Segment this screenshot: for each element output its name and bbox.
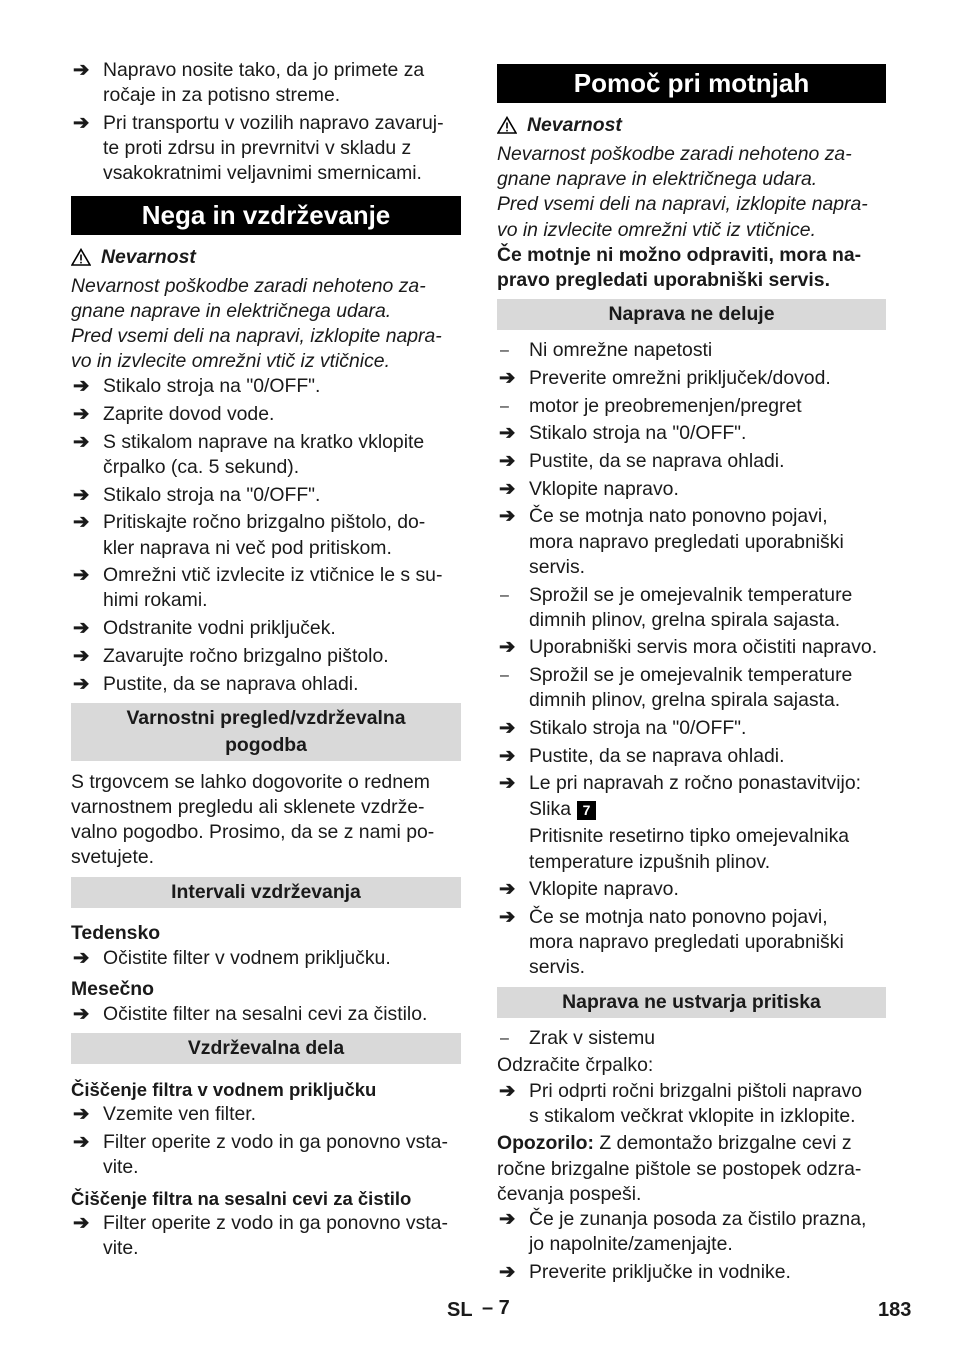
arrow-icon: ➔ [73,511,90,534]
list-item [71,430,461,480]
subhead-maintenance-work: Vzdrževalna dela [71,1033,461,1064]
list-item-text: Filter operite z vodo in ga ponovno vsta- vite. [103,1212,448,1260]
list-item-text: Uporabniški servis mora očistiti napravo. [529,636,878,659]
dash-marker: – [500,667,509,685]
list-item-text: Omrežni vtič izvlecite iz vtičnice le s su- himi rokami. [103,564,443,612]
list-item-text: Sprožil se je omejevalnik temperature dimnih plinov, grelna spirala sajasta. [529,664,853,712]
subhead-no-pressure: Naprava ne ustvarja pritiska [497,987,886,1018]
list-item-text: Pri transportu v vozilih napravo zavaruj- te proti zdrsu in prevrnitvi v skladu z vsakokratnimi veljavnimi smernicami. [103,111,444,185]
arrow-icon: ➔ [73,672,90,695]
arrow-icon: ➔ [499,636,516,659]
intro-list [71,58,461,187]
list-item-text: Pritiskajte ročno brizgalno pištolo, do- kler naprava ni več pod pritiskom. [103,511,426,559]
arrow-icon: ➔ [73,59,90,81]
bleed-pump-item: ➔ Pri odprti ročni brizgalni pištoli napravo s stikalom večkrat vklopite in izklopite. [499,1079,863,1127]
list-item [497,771,886,821]
not-working-list-continued [497,877,886,980]
list-item [497,583,886,633]
arrow-icon: ➔ [73,564,90,587]
list-item-text: Le pri napravah z ročno ponastavitvijo: Slika 7 [529,772,861,820]
list-item [497,716,886,741]
note-label: Opozorilo: [497,1132,594,1155]
list-item-text: Ni omrežne napetosti [529,339,713,362]
arrow-icon: ➔ [499,366,516,389]
list-item-text: Vklopite napravo. [529,878,679,901]
list-item [497,338,886,363]
list-item [497,635,886,660]
list-item-text: motor je preobremenjen/pregret [529,394,802,417]
subhead-safety-inspection: Varnostni pregled/vzdrževalna pogodba [71,703,461,761]
dash-marker: – [500,342,509,360]
list-item-text: Napravo nosite tako, da jo primete za ročaje in za potisno streme. [103,59,425,107]
list-item [497,744,886,769]
list-item [497,421,886,446]
dash-marker: – [500,586,509,604]
list-item-text: Stikalo stroja na "0/OFF". [529,422,747,445]
maintenance-steps [71,374,461,696]
list-item [71,510,461,560]
arrow-icon: ➔ [73,617,90,640]
arrow-icon: ➔ [499,1208,516,1231]
section-title-troubleshooting: Pomoč pri motnjah [497,64,886,103]
arrow-icon: ➔ [73,483,90,506]
dash-marker: – [500,397,509,415]
subhead-maintenance-intervals: Intervali vzdrževanja [71,877,461,908]
arrow-icon: ➔ [73,946,90,969]
bleed-pump-text: Odzračite črpalko: [497,1054,654,1077]
list-item-text: Preverite priključke in vodnike. [529,1260,791,1283]
clean-detergent-filter-steps [71,1211,461,1261]
warning-heading [71,244,461,274]
list-item [71,402,461,427]
clean-detergent-filter-title: Čiščenje filtra na sesalni cevi za čistilo [71,1188,412,1210]
warning-triangle-icon [497,115,517,142]
air-in-system-item: – Zrak v sistemu [500,1026,656,1049]
list-item-text: Zaprite dovod vode. [103,403,275,426]
list-item [71,644,461,669]
warning-heading [497,112,886,142]
arrow-icon: ➔ [499,1079,516,1102]
list-item [497,366,886,391]
list-item-text: Pustite, da se naprava ohladi. [103,672,359,695]
arrow-icon: ➔ [73,1102,90,1125]
list-item-text: Sprožil se je omejevalnik temperature dimnih plinov, grelna spirala sajasta. [529,583,853,631]
list-item-text: Pustite, da se naprava ohladi. [529,450,785,473]
list-item-text: Vklopite napravo. [529,477,679,500]
warning-bold-text: Če motnje ni možno odpraviti, mora na- pravo pregledati uporabniški servis. [497,243,862,292]
arrow-icon: ➔ [73,111,90,134]
arrow-icon: ➔ [499,477,516,500]
warning-text: Nevarnost poškodbe zaradi nehoteno za- gnane naprave in električnega udara. Pred vsemi deli na napravi, izklopite napra- vo in izvlecite omrežni vtič iz vtičnice. [497,143,868,241]
list-item [497,663,886,713]
list-item-text: Filter operite z vodo in ga ponovno vsta- vite. [103,1130,448,1178]
list-item [497,877,886,902]
list-item [71,563,461,613]
footer-page-number: 183 [878,1299,912,1321]
arrow-icon: ➔ [73,1212,90,1235]
list-item [71,1130,461,1180]
arrow-icon: ➔ [73,1130,90,1153]
arrow-icon: ➔ [499,878,516,901]
list-item [497,449,886,474]
arrow-icon: ➔ [499,905,516,928]
arrow-icon: ➔ [73,403,90,426]
arrow-icon: ➔ [73,430,90,453]
left-column [71,58,461,1264]
footer-section-page: – 7 [482,1297,510,1319]
list-item [497,477,886,502]
warning-text: Nevarnost poškodbe zaradi nehoteno za- gnane naprave in električnega udara. Pred vsemi deli na napravi, izklopite napra- vo in izvlecite omrežni vtič iz vtičnice. [71,274,442,373]
list-item [497,1260,886,1285]
weekly-title: Tedensko [71,921,161,944]
list-item [497,1207,886,1257]
reset-text: Pritisnite resetirno tipko omejevalnika temperature izpušnih plinov. [529,825,850,873]
list-item [71,58,461,108]
final-list [497,1207,886,1285]
clean-water-filter-title: Čiščenje filtra v vodnem priključku [71,1078,377,1100]
figure-reference: 7 [577,801,596,820]
list-item-text: Zavarujte ročno brizgalno pištolo. [103,644,389,667]
list-item [71,483,461,508]
arrow-icon: ➔ [499,1260,516,1283]
arrow-icon: ➔ [73,1002,90,1025]
section-title-maintenance: Nega in vzdrževanje [71,196,461,235]
list-item [71,111,461,187]
list-item-text: Pustite, da se naprava ohladi. [529,744,785,767]
list-item-text: Če se motnja nato ponovno pojavi, mora napravo pregledati uporabniški servis. [529,905,844,979]
arrow-icon: ➔ [499,422,516,445]
inspection-paragraph: S trgovcem se lahko dogovorite o rednem varnostnem pregledu ali sklenete vzdrže- valno pogodbo. Prosimo, da se z nami po- svetujete. [71,770,435,869]
arrow-icon: ➔ [499,717,516,740]
clean-water-filter-steps [71,1102,461,1180]
right-column [497,64,886,1288]
list-item-text: Odstranite vodni priključek. [103,617,336,640]
arrow-icon: ➔ [73,375,90,398]
list-item-text: Če je zunanja posoda za čistilo prazna, jo napolnite/zamenjajte. [529,1208,867,1256]
weekly-item: ➔ Očistite filter v vodnem priključku. [71,946,461,971]
list-item-text: Vzemite ven filter. [103,1102,257,1125]
note-text: Z demontažo brizgalne cevi z ročne brizgalne pištole se postopek odzra- čevanja pospeši. [497,1132,862,1205]
footer-language: SL [447,1299,473,1321]
warning-label: Nevarnost [101,245,196,268]
list-item [497,905,886,981]
monthly-title: Mesečno [71,977,154,1000]
arrow-icon: ➔ [499,772,516,795]
list-item [497,394,886,419]
arrow-icon: ➔ [73,644,90,667]
list-item-text: Stikalo stroja na "0/OFF". [529,717,747,740]
list-item-text: S stikalom naprave na kratko vklopite črpalko (ca. 5 sekund). [103,430,425,478]
list-item [71,672,461,697]
subhead-not-working: Naprava ne deluje [497,299,886,330]
not-working-list [497,338,886,822]
list-item [71,1102,461,1127]
list-item-text: Preverite omrežni priključek/dovod. [529,366,831,389]
list-item-text: Stikalo stroja na "0/OFF". [103,375,321,398]
list-item-text: Če se motnja nato ponovno pojavi, mora napravo pregledati uporabniški servis. [529,505,844,578]
arrow-icon: ➔ [499,505,516,528]
note-paragraph [497,1131,886,1207]
list-item-text: Stikalo stroja na "0/OFF". [103,483,321,506]
list-item [497,504,886,580]
arrow-icon: ➔ [499,450,516,473]
arrow-icon: ➔ [499,744,516,767]
list-item [71,616,461,641]
warning-label: Nevarnost [527,114,622,136]
warning-triangle-icon [71,247,91,274]
list-item [71,374,461,399]
list-item [71,1211,461,1261]
monthly-item: ➔ Očistite filter na sesalni cevi za čistilo. [71,1002,461,1027]
